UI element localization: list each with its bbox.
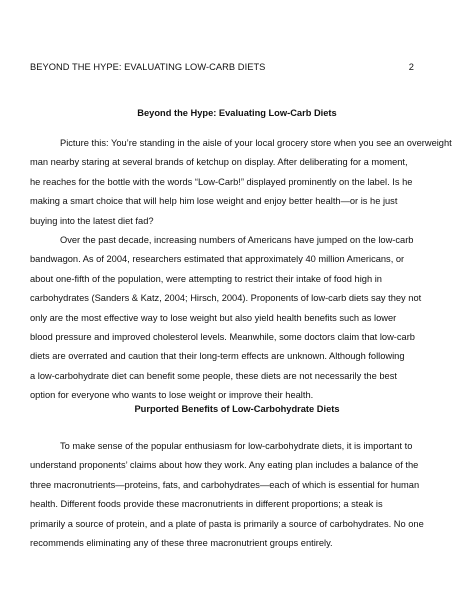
paragraph-line: a low-carbohydrate diet can benefit some people, these diets are not necessarily the best (30, 370, 397, 381)
paragraph-line: bandwagon. As of 2004, researchers estimated that approximately 40 million Americans, or (30, 254, 405, 265)
section-heading: Purported Benefits of Low-Carbohydrate Diets (134, 404, 340, 414)
paragraph-line: carbohydrates (Sanders & Katz, 2004; Hirsch, 2004). Proponents of low-carb diets say they not (30, 293, 422, 304)
paragraph-line: option for everyone who wants to lose weight or improve their health. (30, 390, 314, 401)
paragraph-benefits (30, 437, 450, 553)
paragraph-line: To make sense of the popular enthusiasm for low-carbohydrate diets, it is important to (60, 441, 413, 451)
paragraph-line: buying into the latest diet fad? (30, 215, 154, 226)
paragraph-intro (30, 134, 450, 231)
paragraph-line: primarily a source of protein, and a plate of pasta is primarily a source of carbohydrates. No one (30, 518, 424, 529)
running-head-title: BEYOND THE HYPE: EVALUATING LOW-CARB DIETS (30, 62, 266, 72)
paragraph-line: health. Different foods provide these macronutrients in different proportions; a steak is (30, 499, 383, 510)
paper-title: Beyond the Hype: Evaluating Low-Carb Diets (137, 108, 337, 118)
paragraph-line: man nearby staring at several brands of ketchup on display. After deliberating for a moment, (30, 157, 408, 168)
paragraph-line: he reaches for the bottle with the words “Low-Carb!” displayed prominently on the label. Is he (30, 176, 413, 187)
paragraph-line: blood pressure and improved cholesterol levels. Meanwhile, some doctors claim that low-carb (30, 331, 415, 342)
paragraph-line: Over the past decade, increasing numbers of Americans have jumped on the low-carb (60, 235, 414, 245)
paragraph-line: understand proponents’ claims about how they work. Any eating plan includes a balance of the (30, 460, 419, 471)
paragraph-line: three macronutrients—proteins, fats, and carbohydrates—each of which is essential for human (30, 479, 420, 490)
paragraph-line: making a smart choice that will help him lose weight and enjoy better health—or is he just (30, 196, 398, 207)
paragraph-trend (30, 231, 450, 406)
paragraph-line: diets are overrated and caution that their long-term effects are unknown. Although following (30, 351, 405, 362)
paragraph-line: Picture this: You’re standing in the aisle of your local grocery store when you see an overweight (60, 138, 452, 148)
paragraph-line: only are the most effective way to lose weight but also yield health benefits such as lower (30, 312, 397, 323)
running-head (30, 62, 414, 76)
paragraph-line: about one-fifth of the population, were attempting to restrict their intake of food high in (30, 273, 382, 284)
page-number: 2 (408, 62, 414, 72)
paragraph-line: recommends eliminating any of these three macronutrient groups entirely. (30, 537, 333, 548)
